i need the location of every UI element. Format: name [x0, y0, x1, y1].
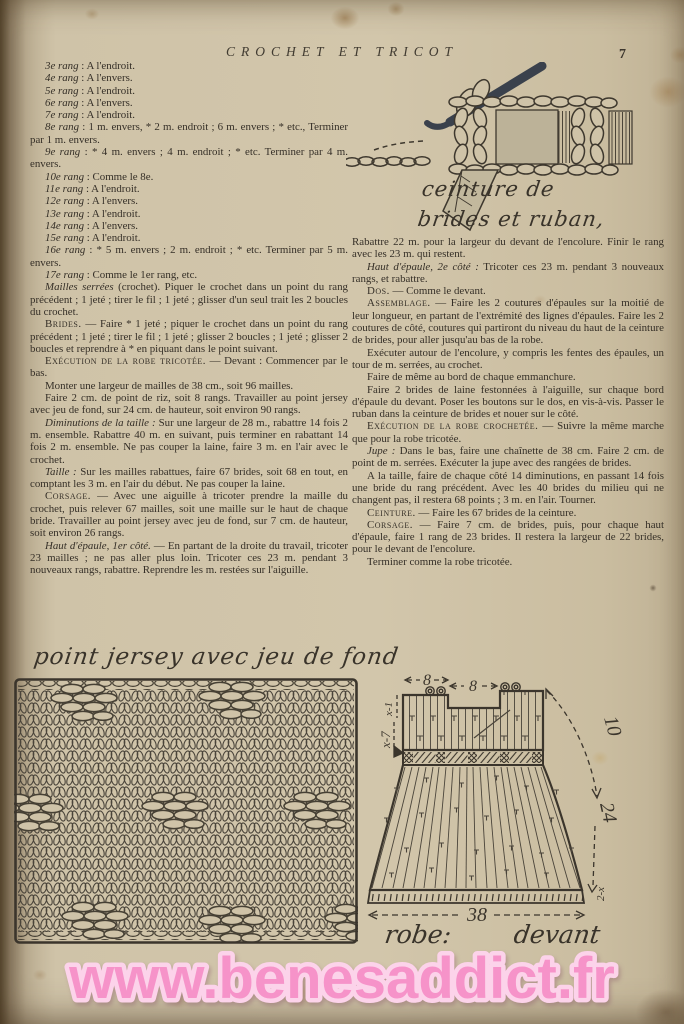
rang-label: 5e rang — [45, 84, 79, 97]
paragraph — [30, 490, 348, 539]
paragraph-text: Exécuter autour de l'encolure, y compris les fentes des épaules, un tour de m. serrées, au crochet. — [352, 346, 664, 371]
paragraph-lead: Jupe : — [367, 445, 396, 458]
rang-line — [30, 171, 348, 183]
paragraph-text: — En partant de la droite du travail, tricoter 23 mailles ; ne pas aller plus loin. Tricoter ces 23 m. pendant 3 nouveaux rangs, rabattre. Reprendre les m. restées sur l'aiguille. — [30, 539, 348, 577]
paragraph — [30, 355, 348, 380]
paragraph-text: — Avec une aiguille à tricoter prendre la maille du crochet, puis relever 67 mailles, soit une maille sur le haut de chaque bride. Travailler au point jersey avec jeu de fond, sur 7 cm. de hauteur, soit environ 26 rangs. — [30, 490, 348, 540]
rang-text: : A l'envers. — [84, 195, 139, 208]
paragraph — [30, 392, 348, 417]
rang-line — [30, 232, 348, 244]
knit-swatch-drawing — [14, 678, 358, 946]
paragraph-lead: Haut d'épaule, 1er côté. — [45, 539, 151, 552]
rang-text: : * 5 m. envers ; 2 m. endroit ; * etc. Terminer par 5 m. envers. — [30, 244, 348, 269]
paragraph-text: Sur les mailles rabattues, faire 67 brides, soit 68 en tout, en comptant les 3 m. en l'air du début. Ne pas couper la laine. — [30, 465, 348, 491]
knit-swatch-illustration — [14, 678, 358, 950]
paragraph-lead: Exécution de la robe tricotée. — [45, 355, 206, 368]
paragraph — [352, 285, 664, 297]
paragraph — [352, 420, 664, 445]
page-title: CROCHET ET TRICOT — [225, 44, 459, 59]
paragraph — [30, 281, 348, 318]
rang-line — [30, 220, 348, 232]
dress-schematic-drawing — [364, 658, 666, 938]
rang-label: 13e rang — [45, 207, 85, 220]
rang-text: : * 4 m. envers ; 4 m. endroit ; * etc. Terminer par 4 m. envers. — [30, 146, 348, 171]
paragraph — [352, 347, 664, 372]
rang-text: : A l'envers. — [78, 96, 133, 109]
paragraph — [352, 236, 664, 261]
rang-label: 12e rang — [45, 195, 85, 208]
right-column — [352, 236, 664, 568]
belt-band — [403, 750, 543, 765]
paragraph — [352, 445, 664, 470]
rang-label: 3e rang — [45, 60, 79, 72]
paragraph-text: A la taille, faire de chaque côté 14 diminutions, en passant 14 fois une bride du rang précédent. Avec les 40 brides du milieu qui ne changent pas, il restera 68 points ; 3 m. en l'air. Tourner. — [352, 469, 664, 507]
rang-line — [30, 85, 348, 97]
rang-text: : Comme le 1er rang, etc. — [84, 269, 198, 282]
swatch-caption: point jersey avec jeu de fond — [32, 644, 401, 670]
paragraph — [352, 556, 664, 568]
shoulder-width-label: 8 — [423, 672, 431, 689]
paragraph-text: Faire 2 cm. de point de riz, soit 8 rangs. Travailler au point jersey avec jeu de fond, sur 24 cm. de hauteur, soit environ 90 rangs. — [30, 392, 348, 417]
paragraph — [30, 380, 348, 392]
paragraph-text: Dans le bas, faire une chaînette de 38 cm. Faire 2 cm. de point de m. serrées. Exécuter la jupe avec des rangées de brides. — [352, 445, 664, 470]
belt-caption-line1: ceinture de — [420, 177, 557, 201]
rang-text: : A l'envers. — [84, 219, 139, 232]
rang-label: 8e rang — [45, 121, 80, 134]
paragraph-lead: Mailles serrées — [45, 281, 114, 294]
rang-label: 9e rang — [45, 146, 81, 159]
rang-line — [30, 269, 348, 281]
belt-caption — [416, 174, 611, 234]
dress-schematic — [364, 658, 666, 938]
rang-line — [30, 97, 348, 109]
rang-text: : Comme le 8e. — [84, 170, 154, 183]
paragraph — [352, 261, 664, 286]
left-column — [30, 60, 348, 576]
rang-line — [30, 109, 348, 121]
rang-list — [30, 60, 348, 281]
rang-line — [30, 195, 348, 207]
hem-height-label: 2-x — [595, 886, 607, 901]
paragraph-text: Monter une largeur de mailles de 38 cm., soit 96 mailles. — [45, 379, 294, 392]
paragraph — [352, 371, 664, 383]
paragraph-text: Faire 2 brides de laine festonnées à l'aiguille, sur chaque bord d'épaule du devant. Poser les boutons sur le dos, en vis-à-vis. Passer le ruban dans la ceinture de brides et nouer sur le côté. — [352, 383, 664, 421]
rang-line — [30, 244, 348, 269]
hem-width-label: 38 — [467, 904, 487, 926]
paragraph — [352, 507, 664, 519]
rang-label: 17e rang — [45, 269, 85, 282]
rang-line — [30, 146, 348, 171]
schematic-caption-left: robe: — [382, 920, 454, 949]
rang-text: : 1 m. envers, * 2 m. endroit ; 6 m. envers ; * etc., Terminer par 1 m. envers. — [30, 121, 349, 146]
belt-ribbon-illustration — [346, 62, 666, 238]
ribbon-panel — [496, 110, 558, 164]
paragraph-text: Terminer comme la robe tricotée. — [367, 555, 513, 568]
rang-text: : A l'endroit. — [84, 232, 141, 245]
rang-label: 11e rang — [45, 182, 84, 195]
paragraph — [30, 318, 348, 355]
paragraph-lead: Taille : — [45, 465, 77, 478]
paragraph-text: Sur une largeur de 28 m., rabattre 14 fois 2 m. ensemble. Rabattre 40 m. en suivant, puis terminer en rabattant 14 fois 2 m. ensemble. Ne pas couper la laine, faire 3 m. en l'air avec le crochet. — [30, 416, 348, 466]
skirt-lines — [372, 767, 580, 888]
paragraph-lead: Dos. — [367, 285, 390, 298]
lower-left-label: x-7 — [378, 731, 393, 748]
paragraph-lead: Exécution de la robe crochetée. — [367, 420, 539, 433]
hem-band — [368, 890, 584, 903]
skirt-height-label: 24 — [595, 800, 621, 825]
rang-line — [30, 121, 348, 146]
rang-label: 14e rang — [45, 219, 85, 232]
paragraph-text: Faire de même au bord de chaque emmanchure. — [367, 371, 576, 384]
rang-label: 7e rang — [45, 109, 79, 122]
paragraph — [352, 519, 664, 556]
paragraph-text: — Comme le devant. — [389, 285, 486, 298]
rang-label: 10e rang — [45, 170, 85, 183]
paragraph-text: (crochet). Piquer le crochet dans un point du rang précédent ; 1 jeté ; tirer le fil ; 1 jeté ; glisser d'un seul trait les 2 boucles du crochet. — [30, 281, 348, 318]
watermark-url: www.benesaddict.fr — [69, 946, 615, 1011]
belt-caption-line2: brides et ruban, — [416, 207, 607, 231]
rang-line — [30, 183, 348, 195]
paragraph-lead: Ceinture. — [367, 506, 416, 519]
armhole-depth-label: 10 — [599, 713, 626, 739]
rang-label: 16e rang — [45, 244, 86, 257]
paragraph-lead: Corsage. — [45, 490, 91, 503]
paragraph — [352, 297, 664, 346]
skirt-stitch-marks — [384, 776, 574, 881]
paragraph — [352, 470, 664, 507]
paragraph — [30, 417, 348, 466]
paragraph-text: — Devant : Commencer par le bas. — [30, 355, 348, 380]
watermark — [0, 938, 684, 1024]
paragraph-lead: Haut d'épaule, 2e côté : — [367, 260, 479, 273]
upper-left-label: x-1 — [383, 701, 395, 716]
rang-label: 15e rang — [45, 232, 85, 245]
rang-label: 6e rang — [45, 96, 79, 109]
paragraph-text: — Faire les 2 coutures d'épaules sur la moitié de leur longueur, en partant de l'extrémité des lignes d'épaules. Faire les 2 coutures de côté, coutures qui partiront du niveau du haut de la ceinture de brides, pour aller jusqu'au bas de la robe. — [352, 297, 664, 347]
paragraph-text: Rabattre 22 m. pour la largeur du devant de l'encolure. Finir le rang avec les 23 m. qui restent. — [352, 236, 664, 261]
rang-text: : A l'endroit. — [84, 207, 141, 220]
bodice-outline — [403, 691, 543, 750]
paragraph-text: — Faire 7 cm. de brides, puis, pour chaque haut d'épaule, faire 1 rang de 23 brides. Il restera la largeur de 22 brides, pour le devant de l'encolure. — [352, 518, 664, 556]
schematic-caption-right: devant — [511, 920, 603, 949]
page-number: 7 — [619, 47, 626, 62]
paragraph — [352, 384, 664, 421]
rang-line — [30, 72, 348, 84]
paragraph-text: — Faire * 1 jeté ; piquer le crochet dans un point du rang précédent ; 1 jeté ; tirer le fil ; 1 jeté ; glisser 2 boucles ; 1 jeté ; glisser 2 boucles et reprendre à * en piquant dans le point suivant. — [30, 318, 348, 355]
rang-text: : A l'endroit. — [83, 182, 140, 195]
rang-line — [30, 208, 348, 220]
rang-text: : A l'endroit. — [78, 60, 135, 72]
left-paragraphs — [30, 281, 348, 576]
paragraph-text: Tricoter ces 23 m. pendant 3 nouveaux rangs, et rabattre. — [352, 260, 664, 285]
paragraph — [30, 540, 348, 577]
paragraph-text: — Faire les 67 brides de la ceinture. — [415, 506, 577, 519]
paragraph-lead: Diminutions de la taille : — [45, 416, 156, 429]
rang-text: : A l'endroit. — [78, 109, 135, 122]
paragraph-lead: Assemblage. — [367, 297, 431, 310]
paragraph-text: — Suivre la même marche que pour la robe tricotée. — [352, 420, 664, 445]
rang-text: : A l'endroit. — [78, 84, 135, 97]
neck-width-label: 8 — [469, 678, 477, 695]
rang-line — [30, 60, 348, 72]
paragraph-lead: Brides. — [45, 318, 82, 331]
paragraph — [30, 466, 348, 491]
rang-text: : A l'envers. — [78, 72, 133, 85]
paragraph-lead: Corsage. — [367, 518, 413, 531]
rang-label: 4e rang — [45, 72, 79, 85]
